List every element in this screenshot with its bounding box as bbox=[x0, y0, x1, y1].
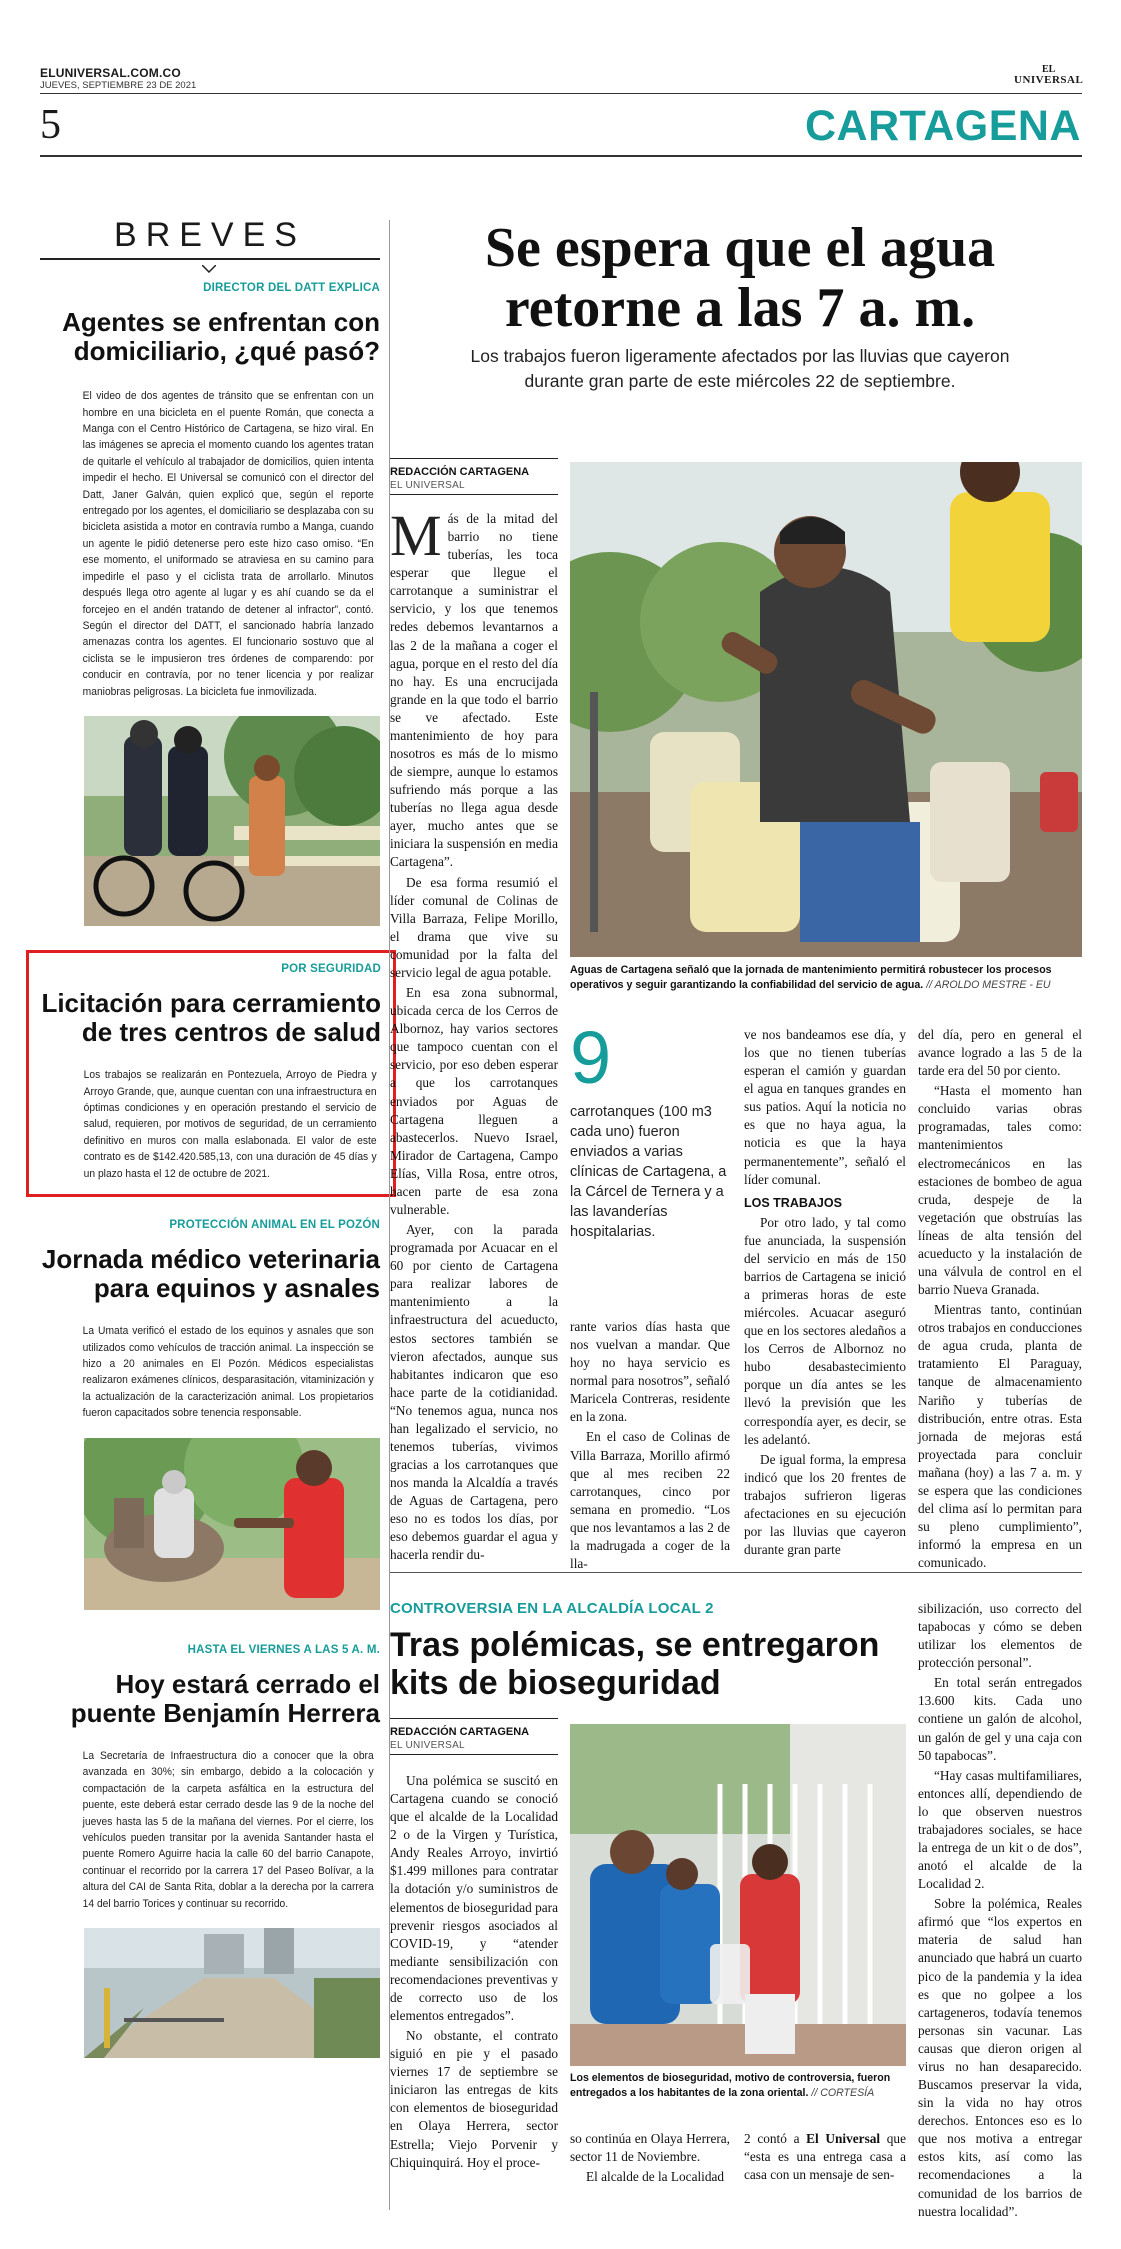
lead-column-2-bottom bbox=[570, 1318, 730, 1575]
byline-rule bbox=[390, 494, 558, 495]
masthead-site: ELUNIVERSAL.COM.CO bbox=[40, 66, 181, 80]
lead-photo-water bbox=[570, 462, 1082, 957]
stat-number: 9 bbox=[570, 1016, 612, 1099]
second-paragraph: Sobre la polémica, Reales afirmó que “los expertos en materia de salud han anunciado que habrá un cuarto pico de la pandemia y la idea es que no golpee a los cartageneros, todavía tenemos personas sin vacunar. Las causas que dieron origen al virus no han desaparecido. Buscamos preservar la vida, sin la vida no hay otros derechos. Entonces eso es lo que nos motiva a entregar estos kits, así como las recomendaciones a la comunidad de los barrios de nuestra localidad”. bbox=[918, 1896, 1082, 2219]
brief-kicker: DIRECTOR DEL DATT EXPLICA bbox=[203, 282, 380, 294]
drop-cap: M bbox=[390, 503, 442, 568]
logo-top: EL bbox=[1041, 64, 1056, 75]
second-column-3-bottom bbox=[744, 2130, 906, 2186]
lead-byline-name: REDACCIÓN CARTAGENA bbox=[390, 466, 530, 478]
lead-paragraph: ás de la mitad del barrio no tiene tuberías, les toca esperar que llegue el carrotanque a suministrar el servicio, y los que tenemos redes debemos levantarnos a las 2 de la mañana a coger el agua, porque en el resto del día no hay. Es una encrucijada grande en la que todo el barrio se ve afectado. Este mantenimiento de hoy para nosotros es más de lo mismo de siempre, aunque lo estamos sufriendo más porque a las tuberías no llega agua desde ayer, mucho antes que se iniciara la suspensión en media Cartagena”. bbox=[390, 511, 558, 870]
stat-text: carrotanques (100 m3 cada uno) fueron enviados a varias clínicas de Cartagena, a la Cárcel de Ternera y a las lavanderías hospitalarias. bbox=[570, 1104, 727, 1240]
second-paragraph: Una polémica se suscitó en Cartagena cuando se conoció que el alcalde de la Localidad 2 o de la Virgen y Turística, Andy Reales Arroyo, invirtió $1.499 millones para contratar la dotación y/o suministros de elementos de bioseguridad para prevenir riesgos asociados al COVID-19, y “atender mediante sensibilización con recomendaciones preventivas y de correcto uso de los elementos entregados”. bbox=[390, 1773, 558, 2024]
lead-column-1 bbox=[390, 503, 558, 1567]
brief-kicker: HASTA EL VIERNES A LAS 5 A. M. bbox=[187, 1643, 380, 1656]
photo-credit: // CORTESÍA bbox=[811, 2087, 875, 2100]
second-paragraph: so continúa en Olaya Herrera, sector 11 de Noviembre. bbox=[570, 2131, 730, 2165]
second-paragraph: El alcalde de la Localidad bbox=[586, 2169, 725, 2185]
byline-rule bbox=[390, 1718, 558, 1719]
lead-photo-caption bbox=[570, 963, 1082, 994]
second-paragraph: “Hay casas multifamiliares, entonces allí, dependiendo de lo que observen nuestros trabajadores sociales, se hace la entrega de un kit o de dos”, anotó el alcalde de la Localidad 2. bbox=[918, 1767, 1082, 1892]
second-byline-name: REDACCIÓN CARTAGENA bbox=[390, 1726, 530, 1738]
second-paragraph: En total serán entregados 13.600 kits. Cada uno contiene un galón de alcohol, un galón de gel y una caja con 50 tapabocas”. bbox=[918, 1675, 1082, 1763]
header-rule bbox=[40, 93, 1082, 94]
second-paragraph: No obstante, el contrato siguió en pie y el pasado viernes 17 de septiembre se iniciaron las entregas de kits con elementos de bioseguridad en Olaya Herrera, sector Estrella; Viejo Porvenir y Chiquinquirá. Hoy el proce- bbox=[390, 2028, 558, 2170]
brief-kicker: POR SEGURIDAD bbox=[281, 962, 381, 975]
section-rule bbox=[40, 155, 1082, 157]
brief-body: La Umata verificó el estado de los equinos y asnales que son utilizados como vehículos de tracción animal. La inspección se hizo a 20 animales en El Pozón. Médicos especialistas realizaron exámenes clínicos, desparasitación, vitaminización y la actualización de la caracterización animal. Los propietarios fueron capacitados sobre tenencia responsable. bbox=[82, 1325, 374, 1420]
second-column-1 bbox=[390, 1772, 558, 2174]
lead-paragraph: En el caso de Colinas de Villa Barraza, Morillo afirmó que al mes reciben 22 carrotanques, cinco por semana en promedio. “Los que nos levantamos a las 2 de la madrugada a coger de la lla- bbox=[570, 1429, 730, 1572]
lead-paragraph: En esa zona subnormal, ubicada cerca de los Cerros de Albornoz, hay varios sectores que tampoco cuentan con el servicio, por eso deben esperar a que los carrotanques enviados por Aguas de Cartagena lleguen a abastecerlos. Nuevo Israel, Mirador de Cartagena, Campo Elías, Villa Rosa, entre otros, hacen parte de esa zona vulnerable. bbox=[390, 985, 558, 1217]
lead-byline-org: EL UNIVERSAL bbox=[390, 480, 465, 491]
breves-column bbox=[40, 168, 380, 2228]
caption-text: Los elementos de bioseguridad, motivo de controversia, fueron entregados a los habitantes de la zona oriental. bbox=[570, 2072, 891, 2100]
subheading-los-trabajos: LOS TRABAJOS bbox=[744, 1195, 842, 1210]
brief-title: Agentes se enfrentan con domiciliario, ¿qué pasó? bbox=[62, 307, 380, 367]
masthead-logo bbox=[1014, 64, 1083, 86]
logo-bottom: UNIVERSAL bbox=[1014, 74, 1084, 86]
second-photo-kits bbox=[570, 1724, 906, 2066]
lead-column-3 bbox=[744, 1026, 906, 1561]
brief-photo-puente bbox=[84, 1928, 380, 2058]
brief-highlight-box bbox=[26, 950, 396, 1197]
byline-rule bbox=[390, 458, 558, 459]
second-photo-caption bbox=[570, 2071, 906, 2102]
breves-rule bbox=[40, 258, 380, 260]
second-paragraph: sibilización, uso correcto del tapabocas y cómo se deben utilizar los elementos de protección personal”. bbox=[918, 1601, 1082, 1671]
second-paragraph: 2 contó a El Universal que “esta es una entrega casa a casa con un mensaje de sen- bbox=[744, 2131, 906, 2183]
lead-paragraph: Ayer, con la parada programada por Acuacar en el 60 por ciento de Cartagena para realizar labores de mantenimiento a la infraestructura del acueducto, estos sectores también se vieron afectados, aunque sus habitantes indicaron que eso hace parte de la cotidianidad. “No tenemos agua, nunca nos han legalizado el servicio, no tenemos tuberías, vivimos gracias a los carrotanques que nos manda la Alcaldía a través de Aguas de Cartagena, pero eso no es todos los días, por eso debemos guardar el agua y hacerla rendir du- bbox=[390, 1222, 558, 1563]
lead-column-4 bbox=[918, 1026, 1082, 1574]
brief-photo-veterinaria bbox=[84, 1438, 380, 1610]
second-kicker: CONTROVERSIA EN LA ALCALDÍA LOCAL 2 bbox=[390, 1600, 714, 1617]
lead-paragraph: Por otro lado, y tal como fue anunciada, la suspensión del servicio en más de 150 barrios de Cartagena se inició a primeras horas de este miércoles. Acuacar aseguró que en los sectores aledaños a los Cerros de Albornoz no hubo desabastecimiento porque un día antes se les llevó la previsión que les correspondía ayer, es decir, se les adelantó. bbox=[744, 1214, 906, 1447]
lead-paragraph: Mientras tanto, continúan otros trabajos en conducciones de agua cruda, planta de tratamiento El Paraguay, tanque de almacenamiento Nariño y tuberías de distribución, entre otras. Esta jornada de mejoras está proyectada para concluir mañana (hoy) a las 7 a. m. y se espera que las condiciones del clima así lo permitan para su pleno cumplimiento”, informó la empresa en un comunicado. bbox=[918, 1302, 1082, 1571]
brief-title: Hoy estará cerrado el puente Benjamín Herrera bbox=[70, 1668, 380, 1728]
brief-body: Los trabajos se realizarán en Pontezuela, Arroyo de Piedra y Arroyo Grande, que, aunque cuentan con una infraestructura en óptimas condiciones y en operación prestando el servicio de salud, requieren, por motivos de seguridad, de un cerramiento definitivo en muros con malla eslabonada. El valor de este contrato es de $142.420.585,13, con una duración de 45 días y un plazo hasta el 12 de octubre de 2021. bbox=[83, 1069, 377, 1180]
second-headline: Tras polémicas, se entregaron kits de bioseguridad bbox=[390, 1626, 880, 1702]
breves-chevron-icon bbox=[202, 260, 216, 268]
lead-paragraph: rante varios días hasta que nos vuelvan a mandar. Que hoy no haya servicio es normal para nosotros”, señaló Maricela Contreras, residente en la zona. bbox=[570, 1319, 730, 1425]
page-number: 5 bbox=[40, 102, 61, 148]
lead-headline: Se espera que el agua retorne a las 7 a. m. bbox=[484, 217, 996, 339]
photo-credit: // AROLDO MESTRE - EU bbox=[926, 979, 1051, 992]
lead-paragraph: De igual forma, la empresa indicó que los 20 frentes de trabajos sufrieron ligeras afectaciones en su ejecución por las lluvias que cayeron durante gran parte bbox=[744, 1451, 906, 1558]
brief-photo-domiciliario bbox=[84, 716, 380, 926]
byline-rule bbox=[390, 1754, 558, 1755]
caption-text: Aguas de Cartagena señaló que la jornada de mantenimiento permitirá robustecer los procesos operativos y seguir garantizando la confiabilidad del servicio de agua. bbox=[570, 964, 1052, 992]
masthead-date: JUEVES, SEPTIEMBRE 23 DE 2021 bbox=[40, 80, 197, 91]
section-title: CARTAGENA bbox=[804, 102, 1081, 150]
lead-paragraph: “Hasta el momento han concluido varias obras programadas, tales como: mantenimientos electromecánicos en las estaciones de bombeo de agua cruda, despeje de la vegetación que obstruías las líneas de alta tensión del acueducto y la instalación de una válvula de control en el barrio Nueva Granada. bbox=[918, 1083, 1082, 1298]
story-divider bbox=[390, 1572, 1082, 1573]
brief-body: La Secretaría de Infraestructura dio a conocer que la obra avanzada en 30%; sin embargo, debido a la colocación y compactación de la carpeta asfáltica en la estructura del puente, este deberá estar cerrado desde las 9 de la noche del jueves hasta las 5 de la mañana del viernes. Por el cierre, los vehículos pueden transitar por la avenida Santander hasta el puente Romero Aguirre hacia la calle 60 del barrio Canapote, continuar el recorrido por la carrera 17 del Paseo Bolívar, a la altura del CAI de Santa Rita, doblar a la derecha por la carrera 14 del barrio Torices y continuar su recorrido. bbox=[82, 1749, 374, 1910]
breves-title: BREVES bbox=[114, 216, 306, 254]
brief-kicker: PROTECCIÓN ANIMAL EN EL POZÓN bbox=[169, 1219, 380, 1231]
lead-paragraph: del día, pero en general el avance logrado a las 5 de la tarde era del 50 por ciento. bbox=[918, 1027, 1082, 1079]
lead-paragraph: De esa forma resumió el líder comunal de Colinas de Villa Barraza, Felipe Morillo, el drama que vive su comunidad por la falta del servicio legal de agua potable. bbox=[390, 874, 558, 980]
second-column-2-bottom bbox=[570, 2130, 730, 2188]
lead-subhead: Los trabajos fueron ligeramente afectados por las lluvias que cayeron durante gran parte de este miércoles 22 de septiembre. bbox=[470, 346, 1010, 391]
brief-body: El video de dos agentes de tránsito que se enfrentan con un hombre en una bicicleta en el puente Román, que conecta a Manga con el Centro Histórico de Cartagena, se hizo viral. En las imágenes se aprecia el momento cuando los agentes tratan de quitarle el vehículo al trabajador de domicilios, quien intenta impedir el hecho. El Universal se comunicó con el director del Datt, Janer Galván, quien explicó que, según el reporte entregado por los agentes, el domiciliario se desplazaba con su bicicleta asistida a motor en contravía rumbo a Manga, cuando un agente le pidió detenerse pero este hizo caso omiso. “En ese momento, el uniformado se atraviesa en su camino para impedirle el paso y el ciclista trata de arrollarlo. Minutos después llega otro agente al lugar y es ahí cuando se da el forcejeo en el andén tratando de detener al infractor”, contó. Según el director del DATT, el sancionado habría lanzado amenazas contra los agentes. El funcionario sostuvo que al ciclista se le impusieron tres órdenes de comparendo: por conducir en contravía, por no tener licencia y por realizar maniobras peligrosas. La bicicleta fue inmovilizada. bbox=[82, 390, 374, 698]
brief-title: Licitación para cerramiento de tres centros de salud bbox=[41, 987, 381, 1048]
second-byline-org: EL UNIVERSAL bbox=[390, 1740, 465, 1751]
lead-paragraph: ve nos bandeamos ese día, y los que no tienen tuberías esperan el camión y guardan el agua en tanques grandes en sus patios. Aquí la noticia no es que no haya agua, la noticia es que la haya permanentemente”, señaló el líder comunal. bbox=[744, 1027, 906, 1187]
brief-title: Jornada médico veterinaria para equinos y asnales bbox=[41, 1244, 380, 1304]
second-column-4 bbox=[918, 1600, 1082, 2223]
